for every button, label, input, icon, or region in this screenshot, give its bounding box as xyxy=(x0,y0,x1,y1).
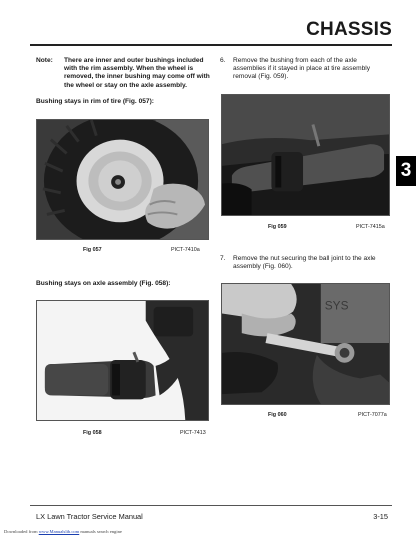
header-divider xyxy=(30,44,392,46)
fig-058-label: Fig 058 xyxy=(83,430,102,436)
note-block xyxy=(36,57,212,90)
download-suffix: manuals search engine xyxy=(79,529,122,534)
fig-060-label: Fig 060 xyxy=(268,412,287,418)
manual-title: LX Lawn Tractor Service Manual xyxy=(36,512,143,521)
note-label: Note: xyxy=(36,57,53,64)
download-note xyxy=(4,529,122,534)
section-title: CHASSIS xyxy=(306,19,392,40)
fig-057-code: PICT-7410a xyxy=(171,247,200,253)
fig-060-caption xyxy=(268,412,287,418)
fig-059-caption xyxy=(268,224,287,230)
download-link[interactable]: www.Manualslib.com xyxy=(38,529,80,534)
chapter-tab: 3 xyxy=(396,156,416,186)
fig-058-code: PICT-7413 xyxy=(180,430,206,436)
fig-060-photo xyxy=(221,283,390,405)
fig-057-label: Fig 057 xyxy=(83,247,102,253)
fig-059-photo xyxy=(221,94,390,216)
fig-058-photo xyxy=(36,300,209,421)
step-6 xyxy=(220,57,388,82)
download-prefix: Downloaded from xyxy=(4,529,39,534)
svg-text:SYS: SYS xyxy=(324,298,349,313)
bushing-in-rim-heading: Bushing stays in rim of tire (Fig. 057): xyxy=(36,98,154,105)
step-7 xyxy=(220,255,388,271)
page-number: 3-15 xyxy=(373,512,388,521)
step-6-number: 6. xyxy=(220,57,226,64)
fig-058-caption xyxy=(83,430,102,436)
footer-divider xyxy=(30,505,392,506)
fig-057-photo xyxy=(36,119,209,240)
fig-059-label: Fig 059 xyxy=(268,224,287,230)
step-6-text: Remove the bushing from each of the axle assemblies if it stayed in place at tire assembly removal (Fig. 059). xyxy=(233,57,371,81)
step-7-number: 7. xyxy=(220,255,226,262)
fig-057-caption xyxy=(83,247,102,253)
step-7-text: Remove the nut securing the ball joint to the axle assembly (Fig. 060). xyxy=(233,255,376,271)
note-text: There are inner and outer bushings included with the rim assembly. When the wheel is removed, the inner bushing may come off with the wheel or stay on the axle assembly. xyxy=(64,57,210,89)
bushing-on-axle-heading: Bushing stays on axle assembly (Fig. 058): xyxy=(36,280,171,287)
fig-059-code: PICT-7415a xyxy=(356,224,385,230)
fig-060-code: PICT-7077a xyxy=(358,412,387,418)
